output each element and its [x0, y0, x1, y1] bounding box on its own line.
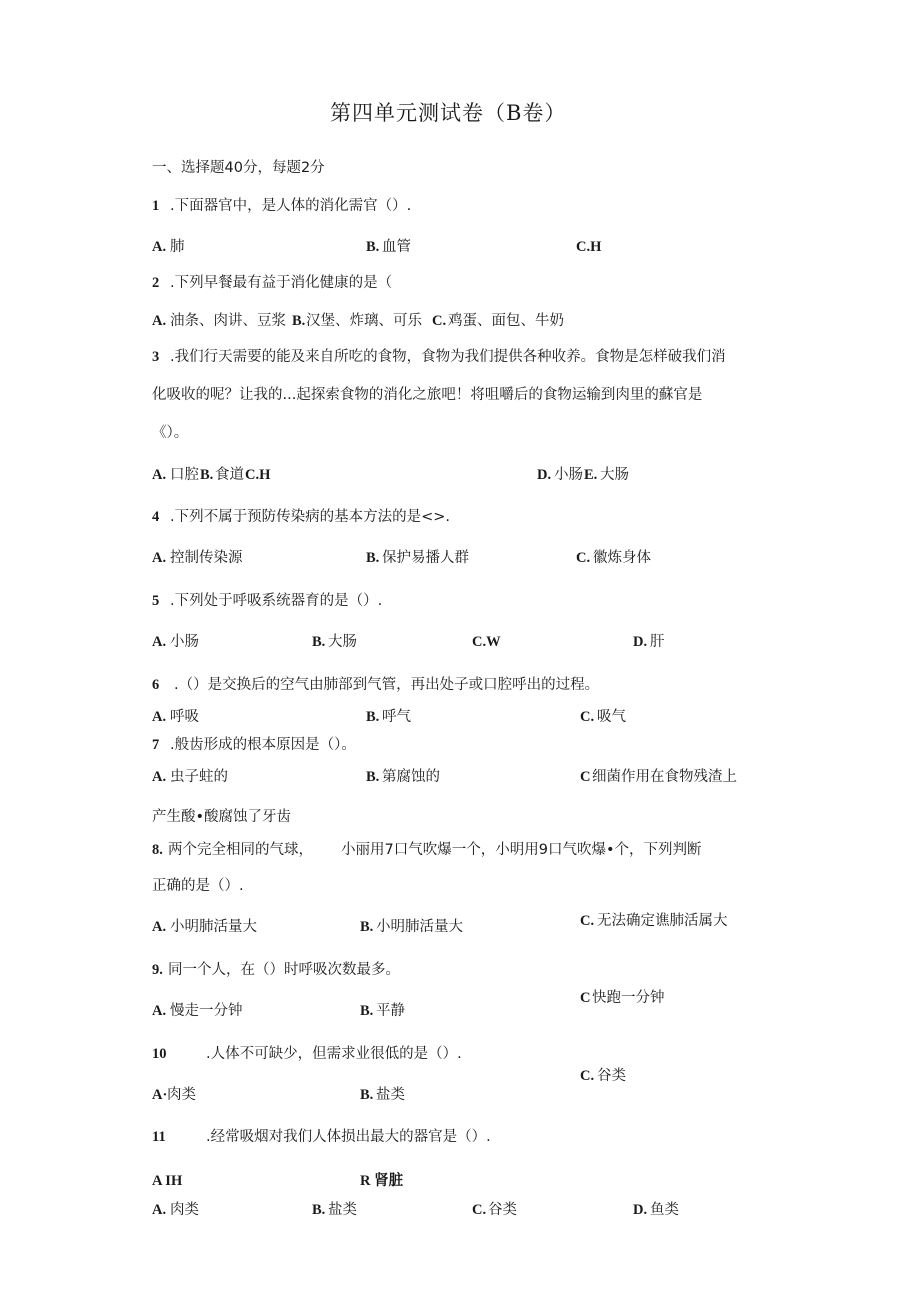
option-text: 食道	[215, 467, 244, 483]
question-number: 5	[152, 593, 160, 609]
option-label: C.	[576, 550, 591, 566]
option-label: D.	[537, 467, 552, 483]
option-text: 鸡蛋、面包、牛奶	[448, 313, 564, 329]
option-text: 大肠	[328, 634, 357, 650]
option-label: B.	[366, 769, 380, 785]
option-text: 徽炼身体	[593, 550, 651, 566]
option-text: 盐类	[328, 1202, 357, 1218]
question-text: 正确的是（）.	[152, 878, 244, 894]
option-label: A IH	[152, 1173, 183, 1189]
option-text: 呼吸	[170, 709, 199, 725]
question-text: 两个完全相同的气球，	[168, 842, 313, 858]
option-label: E.	[584, 467, 598, 483]
option-label: A.	[152, 634, 167, 650]
option-label: C	[580, 769, 591, 785]
question-text: .下列处于呼吸系统器育的是（）.	[170, 593, 383, 609]
question-text: .我们行天需要的能及来自所吃的食物，食物为我们提供各种收养。食物是怎样破我们消	[170, 349, 726, 365]
option-label: C.	[472, 1202, 487, 1218]
question-number: 1	[152, 198, 160, 214]
question-text: 《）。	[152, 425, 189, 441]
option-label: B.	[366, 239, 380, 255]
option-label: A.	[152, 239, 167, 255]
option-text: 谷类	[597, 1068, 626, 1084]
option-label: C.H	[245, 467, 271, 483]
option-label: B.	[360, 1087, 374, 1103]
option-label: D.	[633, 1202, 648, 1218]
question-number: 9.	[152, 962, 163, 978]
question-text: .下面器官中，是人体的消化需官（）.	[170, 198, 412, 214]
option-label: A.	[152, 769, 167, 785]
option-label: A.	[152, 1003, 167, 1019]
option-text: 第腐蚀的	[382, 769, 440, 785]
option-label: A.	[152, 709, 167, 725]
question-text: .经常吸烟对我们人体损出最大的器官是（）.	[206, 1129, 491, 1145]
option-label: B.	[366, 709, 380, 725]
option-continuation: 产生酸•酸腐蚀了牙齿	[152, 809, 292, 825]
option-label: C.	[580, 709, 595, 725]
clipped-line	[152, 807, 472, 825]
question-number: 8.	[152, 842, 163, 858]
option-text: 大肠	[600, 467, 629, 483]
option-label: A.	[152, 467, 167, 483]
question-text: 同一个人，在（）时呼吸次数最多。	[168, 962, 400, 978]
option-text: 小肠	[170, 634, 199, 650]
option-text: 吸气	[597, 709, 626, 725]
question-number: 7	[152, 737, 160, 753]
option-text: 小明肺活量大	[376, 919, 463, 935]
option-label: C.W	[472, 634, 501, 650]
option-label: B.	[312, 634, 326, 650]
option-text: 口腔	[170, 467, 199, 483]
option-label: C.	[580, 1068, 595, 1084]
option-text: 谷类	[488, 1202, 517, 1218]
page-title: 第四单元测试卷（B卷）	[330, 101, 567, 125]
option-text: 无法确定谯肺活属大	[597, 913, 728, 929]
option-label: D.	[633, 634, 648, 650]
question-text: 化吸收的呢？让我的...起探索食物的消化之旅吧！将咀嚼后的食物运输到肉里的蘇官是	[152, 387, 703, 403]
option-text: 肝	[650, 634, 665, 650]
option-text: 肉类	[167, 1087, 196, 1103]
option-label: C.H	[576, 239, 602, 255]
question-number: 6	[152, 677, 160, 693]
question-text: .般齿形成的根本原因是（）。	[170, 737, 356, 753]
question-text: .下列早餐最有益于消化健康的是（	[170, 275, 393, 291]
question-number: 4	[152, 509, 160, 525]
option-text: 鱼类	[650, 1202, 679, 1218]
option-label: B.	[360, 1003, 374, 1019]
option-text: 控制传染源	[170, 550, 243, 566]
option-text: 油条、肉讲、豆浆	[170, 313, 286, 329]
option-text: 虫子蛀的	[170, 769, 228, 785]
option-label: B.	[360, 919, 374, 935]
question-number: 11	[152, 1129, 166, 1145]
option-text: 保护易播人群	[382, 550, 469, 566]
option-label: A.	[152, 313, 167, 329]
option-label: C.	[432, 313, 447, 329]
option-text: 平静	[376, 1003, 405, 1019]
question-number: 3	[152, 349, 160, 365]
question-text: 小丽用7口气吹爆一个，小明用9口气吹爆•个，下列判断	[341, 842, 702, 858]
option-text: 细菌作用在食物残渣上	[592, 769, 737, 785]
option-label: A·	[152, 1087, 168, 1103]
section-heading: 一、选择题40分，每题2分	[152, 160, 325, 176]
option-text: 快跑一分钟	[592, 990, 665, 1006]
clipped-line	[360, 1171, 480, 1189]
option-label: C.	[580, 913, 595, 929]
option-text: 呼气	[382, 709, 411, 725]
option-label: C	[580, 990, 591, 1006]
question-number: 10	[152, 1046, 167, 1062]
option-text: 小明肺活量大	[170, 919, 257, 935]
option-text: 盐类	[376, 1087, 405, 1103]
clipped-line	[152, 1171, 272, 1189]
question-text: .（）是交换后的空气由肺部到气管，再出处子或口腔呼出的过程。	[174, 677, 600, 693]
option-text: 小肠	[554, 467, 583, 483]
option-text: 肺	[170, 239, 185, 255]
option-label: A.	[152, 550, 167, 566]
question-text: .人体不可缺少，但需求业很低的是（）.	[206, 1046, 462, 1062]
option-text: 慢走一分钟	[170, 1003, 243, 1019]
option-text: 肉类	[170, 1202, 199, 1218]
option-label: A.	[152, 919, 167, 935]
option-label: A.	[152, 1202, 167, 1218]
question-number: 2	[152, 275, 160, 291]
question-text: .下列不属于预防传染病的基本方法的是<>.	[170, 509, 451, 525]
option-label: B.	[312, 1202, 326, 1218]
option-label: R 肾脏	[360, 1173, 404, 1189]
option-text: 血管	[382, 239, 411, 255]
option-label: B.	[366, 550, 380, 566]
option-text: 汉堡、炸璃、可乐	[306, 313, 422, 329]
option-label: B.	[292, 313, 306, 329]
option-label: B.	[200, 467, 214, 483]
